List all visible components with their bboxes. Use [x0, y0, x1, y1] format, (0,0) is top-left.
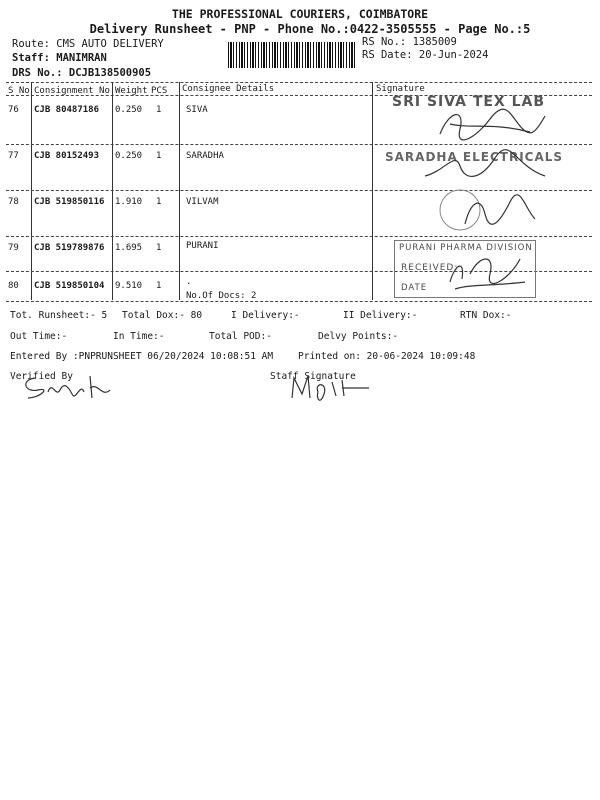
signature-row-77 [420, 146, 550, 186]
drs-number: DRS No.: DCJB138500905 [12, 67, 152, 79]
col-header-consignee: Consignee Details [182, 84, 275, 94]
row-sno: 78 [8, 197, 19, 207]
row-sno: 79 [8, 243, 19, 253]
row-consignee: VILVAM [186, 197, 219, 207]
staff-label: Staff: MANIMRAN [12, 52, 107, 64]
row-pcs: 1 [156, 281, 162, 291]
row-pcs: 1 [156, 105, 162, 115]
row-pcs: 1 [156, 197, 162, 207]
entered-by: Entered By :PNPRUNSHEET 06/20/2024 10:08:51 AM [10, 351, 274, 362]
signature-row-76 [430, 104, 550, 144]
col-divider [372, 82, 373, 300]
col-divider [31, 82, 32, 300]
row-weight: 9.510 [115, 281, 143, 291]
row-consignment: CJB 80152493 [34, 151, 100, 161]
no-of-docs: No.Of Docs: 2 [186, 291, 257, 301]
stamp-saradha-electricals: SARADHA ELECTRICALS [385, 150, 564, 164]
table-top-rule [6, 82, 592, 83]
table-bottom-rule [6, 301, 592, 302]
rs-date: RS Date: 20-Jun-2024 [362, 49, 489, 61]
row-sno: 80 [8, 281, 19, 291]
row-consignee: PURANI [186, 241, 219, 251]
signature-row-79 [440, 244, 530, 294]
col-divider [112, 82, 113, 300]
verified-by-signature [20, 368, 120, 404]
col-divider [179, 82, 180, 300]
staff-signature-label: Staff Signature [270, 371, 356, 382]
row-weight: 0.250 [115, 151, 143, 161]
row-consignee: SIVA [186, 105, 208, 115]
row-consignee: SARADHA [186, 151, 224, 161]
row-weight: 1.910 [115, 197, 143, 207]
row-pcs: 1 [156, 151, 162, 161]
col-header-signature: Signature [376, 84, 425, 94]
ii-delivery: II Delivery:- [343, 310, 418, 321]
col-header-weight: Weight [115, 86, 148, 96]
row-weight: 0.250 [115, 105, 143, 115]
rtn-dox: RTN Dox:- [460, 310, 512, 321]
signature-row-78 [430, 184, 540, 234]
stamp-purani-received: RECEIVED: [401, 263, 459, 273]
total-dox: Total Dox:- 80 [122, 310, 203, 321]
row-rule [6, 236, 592, 237]
row-consignment: CJB 80487186 [34, 105, 100, 115]
i-delivery: I Delivery:- [231, 310, 300, 321]
col-header-consignment: Consignment No [34, 86, 110, 96]
col-header-pcs: PCS [151, 86, 168, 96]
rs-number: RS No.: 1385009 [362, 36, 457, 48]
delvy-points: Delvy Points:- [318, 331, 399, 342]
printed-on: Printed on: 20-06-2024 10:09:48 [298, 351, 476, 362]
out-time: Out Time:- [10, 331, 68, 342]
row-sno: 76 [8, 105, 19, 115]
tot-runsheet: Tot. Runsheet:- 5 [10, 310, 108, 321]
stamp-purani-date: DATE [401, 283, 428, 293]
route-label: Route: CMS AUTO DELIVERY [12, 38, 164, 50]
company-title: THE PROFESSIONAL COURIERS, COIMBATORE [171, 7, 429, 21]
row-rule [6, 144, 592, 145]
row-weight: 1.695 [115, 243, 143, 253]
runsheet-subtitle: Delivery Runsheet - PNP - Phone No.:0422-3505555 - Page No.:5 [89, 22, 531, 36]
total-pod: Total POD:- [209, 331, 272, 342]
row-consignee: . [186, 277, 192, 287]
col-header-sno: S No [8, 86, 30, 96]
stamp-purani-line1: PURANI PHARMA DIVISION [399, 243, 533, 253]
row-sno: 77 [8, 151, 19, 161]
in-time: In Time:- [113, 331, 165, 342]
row-consignment: CJB 519850104 [34, 281, 105, 291]
barcode [228, 42, 356, 68]
staff-signature [284, 370, 374, 402]
stamp-sri-siva-tex-lab: SRI SIVA TEX LAB [392, 94, 546, 110]
verified-by-label: Verified By [10, 371, 73, 382]
row-pcs: 1 [156, 243, 162, 253]
row-consignment: CJB 519789876 [34, 243, 105, 253]
row-consignment: CJB 519850116 [34, 197, 105, 207]
